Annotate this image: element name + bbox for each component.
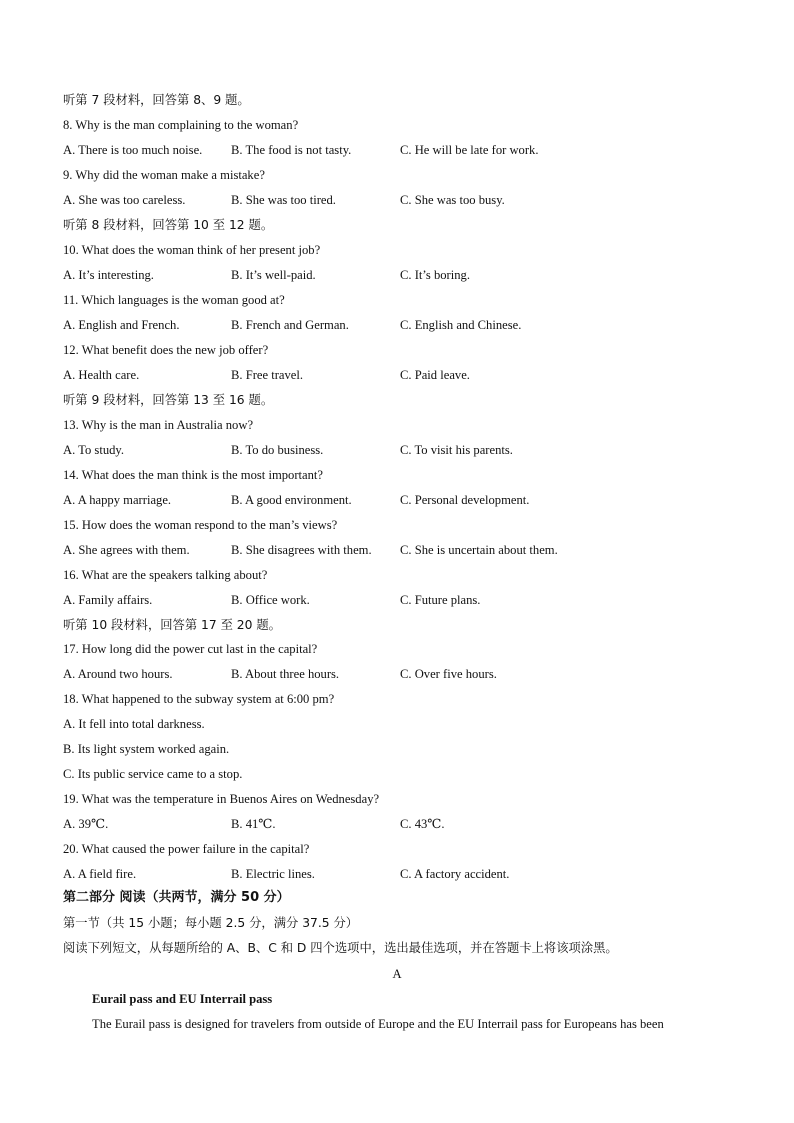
- option-17b: B. About three hours.: [231, 667, 340, 681]
- option-8b: B. The food is not tasty.: [231, 143, 352, 157]
- option-16b: B. Office work.: [231, 593, 310, 607]
- option-13a: A. To study.: [63, 443, 125, 457]
- option-12c: C. Paid leave.: [400, 368, 470, 382]
- option-10b: B. It’s well-paid.: [231, 268, 316, 282]
- option-15b: B. She disagrees with them.: [231, 543, 372, 557]
- question-17: 17. How long did the power cut last in the capital?: [63, 642, 318, 656]
- question-14: 14. What does the man think is the most important?: [63, 468, 323, 482]
- option-11b: B. French and German.: [231, 318, 349, 332]
- option-19c: C. 43℃.: [400, 817, 445, 831]
- option-18c: C. Its public service came to a stop.: [63, 767, 243, 781]
- option-17a: A. Around two hours.: [63, 667, 173, 681]
- passage-letter: A: [392, 967, 402, 981]
- question-8: 8. Why is the man complaining to the woman?: [63, 118, 299, 132]
- options-11: [63, 317, 743, 333]
- option-10a: A. It’s interesting.: [63, 268, 154, 282]
- question-18: 18. What happened to the subway system at 6:00 pm?: [63, 692, 335, 706]
- option-8c: C. He will be late for work.: [400, 143, 539, 157]
- options-15: [63, 542, 743, 558]
- options-17: [63, 666, 743, 682]
- reading-instructions: 阅读下列短文，从每题所给的 A、B、C 和 D 四个选项中，选出最佳选项，并在答题卡上将该项涂黑。: [63, 941, 618, 955]
- option-18a: A. It fell into total darkness.: [63, 717, 205, 731]
- options-16: [63, 592, 743, 608]
- section-one-heading: 第一节（共 15 小题；每小题 2.5 分，满分 37.5 分）: [63, 916, 359, 930]
- option-12a: A. Health care.: [63, 368, 140, 382]
- question-12: 12. What benefit does the new job offer?: [63, 343, 269, 357]
- option-14c: C. Personal development.: [400, 493, 530, 507]
- option-16c: C. Future plans.: [400, 593, 481, 607]
- option-8a: A. There is too much noise.: [63, 143, 203, 157]
- question-9: 9. Why did the woman make a mistake?: [63, 168, 265, 182]
- question-11: 11. Which languages is the woman good at?: [63, 293, 285, 307]
- options-10: [63, 267, 743, 283]
- option-20b: B. Electric lines.: [231, 867, 315, 881]
- section-header-material-8: 听第 8 段材料，回答第 10 至 12 题。: [63, 218, 274, 232]
- option-9c: C. She was too busy.: [400, 193, 505, 207]
- options-14: [63, 492, 743, 508]
- options-8: [63, 142, 743, 158]
- options-13: [63, 442, 743, 458]
- option-15a: A. She agrees with them.: [63, 543, 190, 557]
- passage-title: Eurail pass and EU Interrail pass: [92, 992, 273, 1006]
- option-14a: A. A happy marriage.: [63, 493, 172, 507]
- section-header-material-10: 听第 10 段材料，回答第 17 至 20 题。: [63, 618, 281, 632]
- option-13c: C. To visit his parents.: [400, 443, 513, 457]
- question-15: 15. How does the woman respond to the man’s views?: [63, 518, 338, 532]
- question-10: 10. What does the woman think of her present job?: [63, 243, 321, 257]
- question-16: 16. What are the speakers talking about?: [63, 568, 268, 582]
- option-13b: B. To do business.: [231, 443, 324, 457]
- option-17c: C. Over five hours.: [400, 667, 497, 681]
- options-20: [63, 866, 743, 882]
- option-9b: B. She was too tired.: [231, 193, 336, 207]
- option-12b: B. Free travel.: [231, 368, 304, 382]
- section-header-material-7: 听第 7 段材料，回答第 8、9 题。: [63, 93, 250, 107]
- part-two-heading: 第二部分 阅读（共两节，满分 50 分）: [63, 890, 290, 905]
- option-20c: C. A factory accident.: [400, 867, 510, 881]
- option-9a: A. She was too careless.: [63, 193, 186, 207]
- question-20: 20. What caused the power failure in the capital?: [63, 842, 310, 856]
- option-18b: B. Its light system worked again.: [63, 742, 230, 756]
- options-9: [63, 192, 743, 208]
- question-19: 19. What was the temperature in Buenos Aires on Wednesday?: [63, 792, 380, 806]
- option-19b: B. 41℃.: [231, 817, 276, 831]
- options-19: [63, 816, 743, 832]
- option-15c: C. She is uncertain about them.: [400, 543, 558, 557]
- options-12: [63, 367, 743, 383]
- option-11c: C. English and Chinese.: [400, 318, 522, 332]
- option-19a: A. 39℃.: [63, 817, 109, 831]
- passage-first-line: The Eurail pass is designed for travelers from outside of Europe and the EU Interrail pass for Europeans has been: [92, 1017, 664, 1031]
- option-20a: A. A field fire.: [63, 867, 137, 881]
- option-16a: A. Family affairs.: [63, 593, 153, 607]
- option-11a: A. English and French.: [63, 318, 180, 332]
- section-header-material-9: 听第 9 段材料，回答第 13 至 16 题。: [63, 393, 274, 407]
- option-10c: C. It’s boring.: [400, 268, 470, 282]
- question-13: 13. Why is the man in Australia now?: [63, 418, 254, 432]
- option-14b: B. A good environment.: [231, 493, 352, 507]
